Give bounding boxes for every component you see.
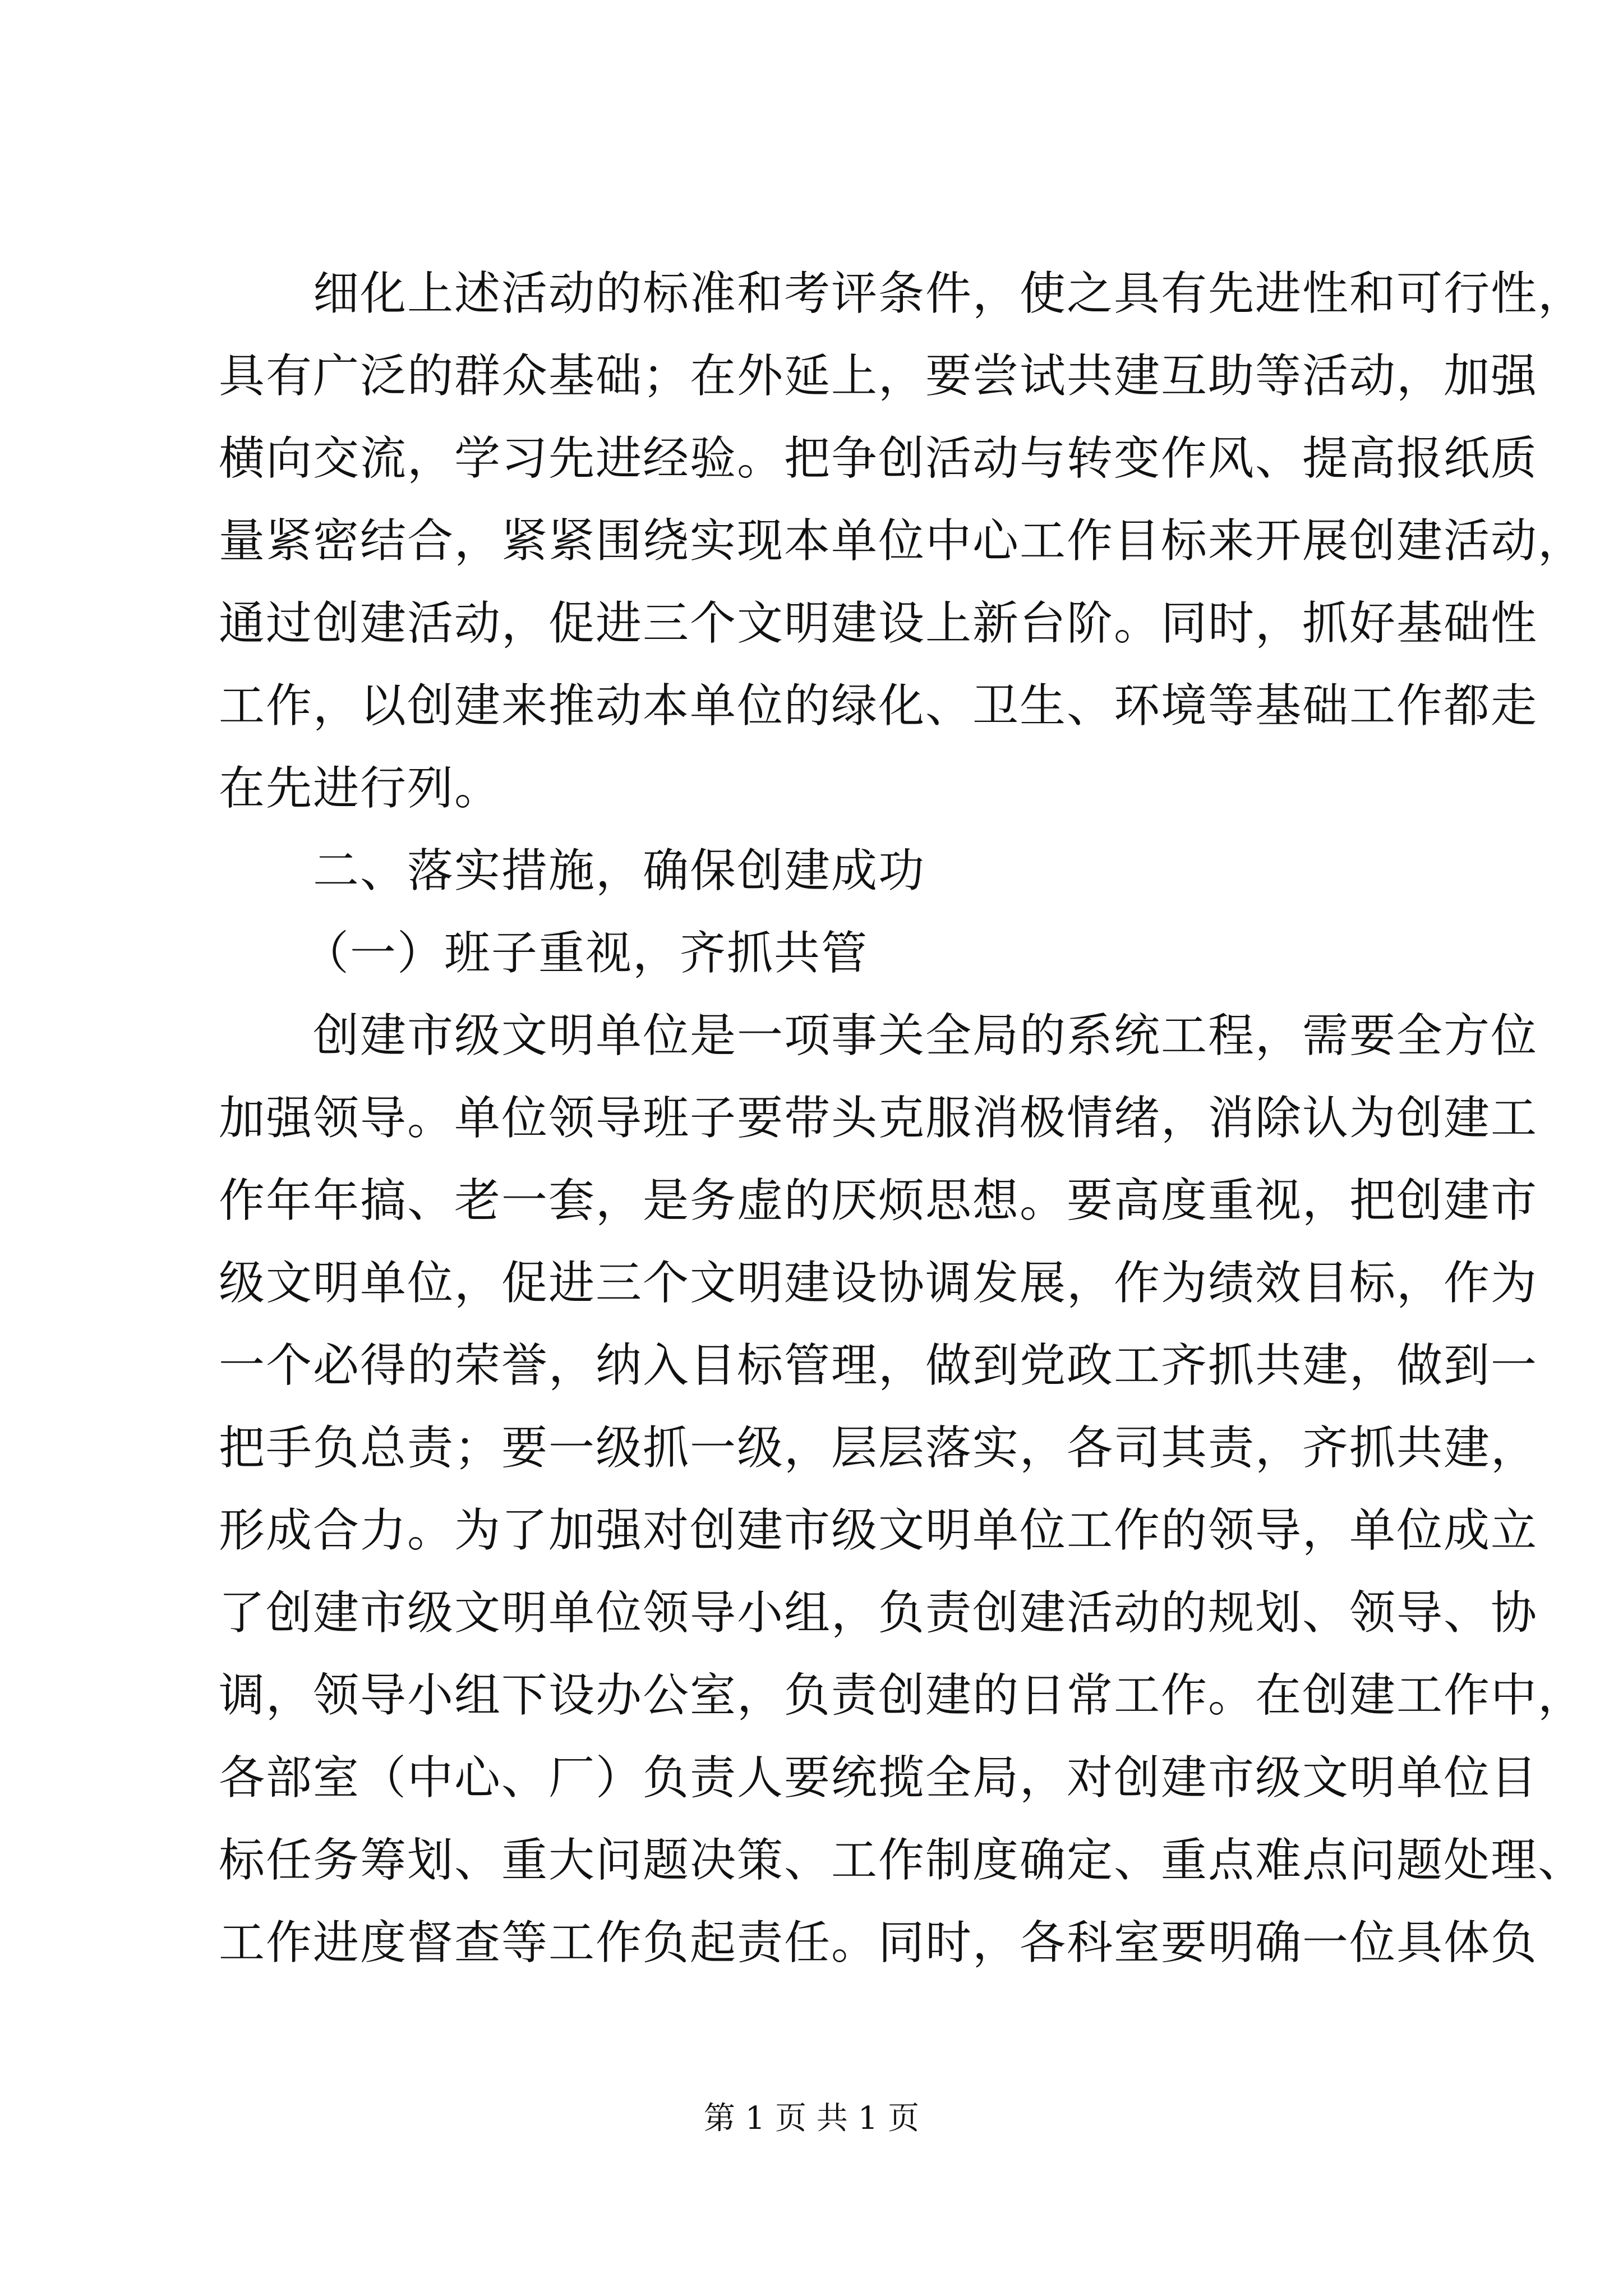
page-number-label: 第 1 页 共 1 页 (703, 2100, 920, 2137)
document-body (219, 252, 1585, 1984)
text-line: 作年年搞、老一套，是务虚的厌烦思想。要高度重视，把创建市 (219, 1174, 1538, 1227)
text-line: 一个必得的荣誉，纳入目标管理，做到党政工齐抓共建，做到一 (219, 1339, 1538, 1392)
text-line: 标任务筹划、重大问题决策、工作制度确定、重点难点问题处理、 (219, 1834, 1585, 1887)
text-line: 工作，以创建来推动本单位的绿化、卫生、环境等基础工作都走 (219, 679, 1538, 733)
subsection-heading: （一）班子重视，齐抓共管 (303, 927, 869, 980)
text-line: 加强领导。单位领导班子要带头克服消极情绪，消除认为创建工 (219, 1092, 1538, 1145)
text-line: 把手负总责；要一级抓一级，层层落实，各司其责，齐抓共建， (219, 1421, 1538, 1475)
text-line: 横向交流，学习先进经验。把争创活动与转变作风、提高报纸质 (219, 432, 1538, 485)
text-line: 在先进行列。 (219, 762, 502, 815)
text-line: 创建市级文明单位是一项事关全局的系统工程，需要全方位 (313, 1009, 1538, 1062)
text-line: 形成合力。为了加强对创建市级文明单位工作的领导，单位成立 (219, 1504, 1538, 1557)
text-line: 调，领导小组下设办公室，负责创建的日常工作。在创建工作中， (219, 1669, 1585, 1722)
section-heading: 二、落实措施，确保创建成功 (313, 844, 926, 898)
text-line: 工作进度督查等工作负起责任。同时，各科室要明确一位具体负 (219, 1916, 1538, 1970)
text-line: 级文明单位，促进三个文明建设协调发展，作为绩效目标，作为 (219, 1257, 1538, 1310)
text-line: 量紧密结合，紧紧围绕实现本单位中心工作目标来开展创建活动， (219, 514, 1585, 568)
text-line: 具有广泛的群众基础；在外延上，要尝试共建互助等活动，加强 (219, 349, 1538, 403)
text-line: 各部室（中心、厂）负责人要统揽全局，对创建市级文明单位目 (219, 1751, 1538, 1805)
page-footer (0, 2093, 1623, 2138)
text-line: 通过创建活动，促进三个文明建设上新台阶。同时，抓好基础性 (219, 597, 1538, 650)
text-line: 了创建市级文明单位领导小组，负责创建活动的规划、领导、协 (219, 1586, 1538, 1640)
text-line: 细化上述活动的标准和考评条件，使之具有先进性和可行性， (313, 267, 1585, 320)
